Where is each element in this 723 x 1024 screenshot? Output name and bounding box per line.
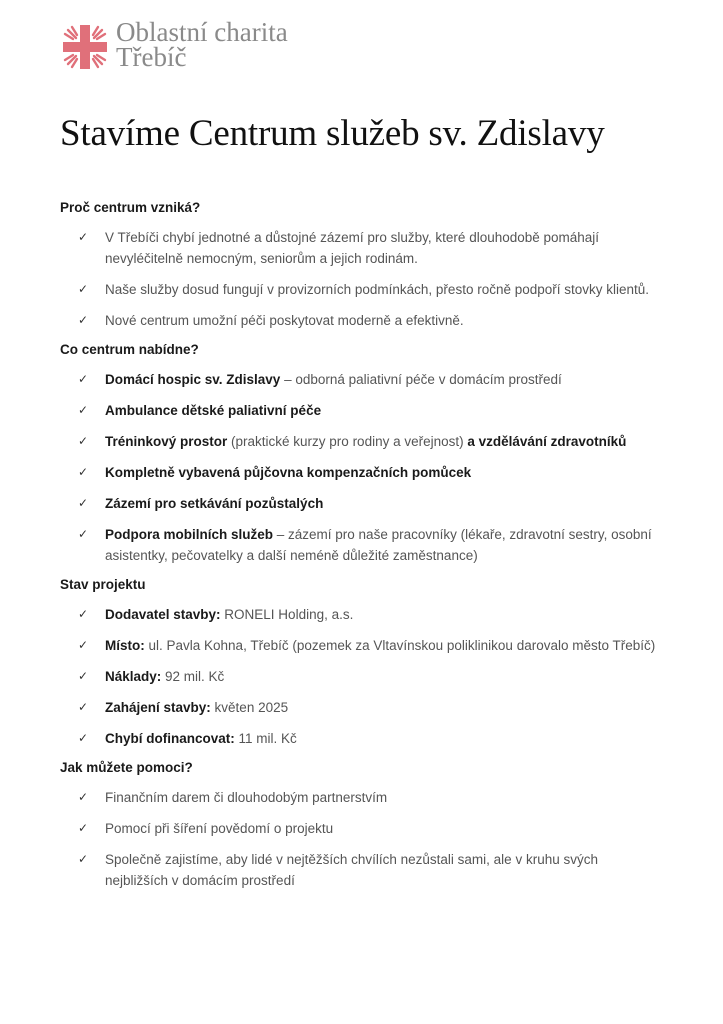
list-item — [60, 849, 660, 891]
item-bold-text: a vzdělávání zdravotníků — [467, 434, 627, 449]
checkmark-icon: ✓ — [78, 790, 89, 804]
list-item — [60, 369, 660, 390]
logo-line-1: Oblastní charita — [116, 17, 288, 47]
logo — [60, 17, 288, 72]
checkmark-icon: ✓ — [78, 230, 89, 244]
item-text: Společně zajistíme, aby lidé v nejtěžších chvílích nezůstali sami, ale v kruhu svých nejbližších v domácím prostředí — [105, 852, 598, 888]
caritas-cross-icon — [60, 22, 110, 72]
checkmark-icon: ✓ — [78, 821, 89, 835]
item-bold-text: Tréninkový prostor — [105, 434, 228, 449]
list-item — [60, 728, 660, 749]
item-text: Finančním darem či dlouhodobým partnerstvím — [105, 790, 388, 805]
checkmark-icon: ✓ — [78, 852, 89, 866]
item-bold-text: Zahájení stavby: — [105, 700, 211, 715]
checkmark-icon: ✓ — [78, 700, 89, 714]
list-item — [60, 635, 660, 656]
item-text: – odborná paliativní péče v domácím prostředí — [280, 372, 562, 387]
document-body — [60, 199, 660, 901]
section-heading: Proč centrum vzniká? — [60, 200, 201, 215]
list-item — [60, 310, 660, 331]
checkmark-icon: ✓ — [78, 282, 89, 296]
page-title: Stavíme Centrum služeb sv. Zdislavy — [60, 113, 605, 154]
checkmark-icon: ✓ — [78, 465, 89, 479]
section-heading: Jak můžete pomoci? — [60, 760, 193, 775]
item-bold-text: Kompletně vybavená půjčovna kompenzačních pomůcek — [105, 465, 472, 480]
section-list — [60, 604, 660, 749]
list-item — [60, 279, 660, 300]
checkmark-icon: ✓ — [78, 496, 89, 510]
item-text: ul. Pavla Kohna, Třebíč (pozemek za Vltavínskou poliklinikou darovalo město Třebíč) — [144, 638, 656, 653]
checkmark-icon: ✓ — [78, 527, 89, 541]
logo-line-2: Třebíč — [116, 42, 187, 72]
item-bold-text: Podpora mobilních služeb — [105, 527, 274, 542]
item-text: RONELI Holding, a.s. — [220, 607, 354, 622]
item-text: (praktické kurzy pro rodiny a veřejnost) — [227, 434, 468, 449]
section-list — [60, 369, 660, 566]
logo-text — [116, 17, 288, 72]
item-text: 11 mil. Kč — [234, 731, 297, 746]
section-heading: Stav projektu — [60, 577, 146, 592]
checkmark-icon: ✓ — [78, 607, 89, 621]
item-text: květen 2025 — [210, 700, 289, 715]
list-item — [60, 400, 660, 421]
list-item — [60, 227, 660, 269]
list-item — [60, 818, 660, 839]
item-bold-text: Chybí dofinancovat: — [105, 731, 235, 746]
item-text: Nové centrum umožní péči poskytovat moderně a efektivně. — [105, 313, 464, 328]
item-text: 92 mil. Kč — [161, 669, 225, 684]
item-bold-text: Domácí hospic sv. Zdislavy — [105, 372, 281, 387]
list-item — [60, 493, 660, 514]
list-item — [60, 697, 660, 718]
item-bold-text: Dodavatel stavby: — [105, 607, 221, 622]
item-text: Naše služby dosud fungují v provizorních podmínkách, přesto ročně podpoří stovky klientů. — [105, 282, 650, 297]
section-heading: Co centrum nabídne? — [60, 342, 199, 357]
section-list — [60, 227, 660, 331]
item-text: Pomocí při šíření povědomí o projektu — [105, 821, 334, 836]
item-bold-text: Místo: — [105, 638, 145, 653]
checkmark-icon: ✓ — [78, 403, 89, 417]
checkmark-icon: ✓ — [78, 731, 89, 745]
item-bold-text: Zázemí pro setkávání pozůstalých — [105, 496, 324, 511]
list-item — [60, 431, 660, 452]
checkmark-icon: ✓ — [78, 434, 89, 448]
item-text: V Třebíči chybí jednotné a důstojné zázemí pro služby, které dlouhodobě pomáhají nevyléčitelně nemocným, seniorům a jejich rodinám. — [105, 230, 600, 266]
section-list — [60, 787, 660, 891]
list-item — [60, 787, 660, 808]
checkmark-icon: ✓ — [78, 372, 89, 386]
checkmark-icon: ✓ — [78, 638, 89, 652]
item-bold-text: Ambulance dětské paliativní péče — [105, 403, 322, 418]
list-item — [60, 524, 660, 566]
list-item — [60, 666, 660, 687]
checkmark-icon: ✓ — [78, 313, 89, 327]
item-bold-text: Náklady: — [105, 669, 162, 684]
list-item — [60, 462, 660, 483]
checkmark-icon: ✓ — [78, 669, 89, 683]
list-item — [60, 604, 660, 625]
item-text: – zázemí pro naše pracovníky (lékaře, zdravotní sestry, osobní asistentky, pečovatelky a další neméně důležité zaměstnance) — [105, 527, 652, 563]
